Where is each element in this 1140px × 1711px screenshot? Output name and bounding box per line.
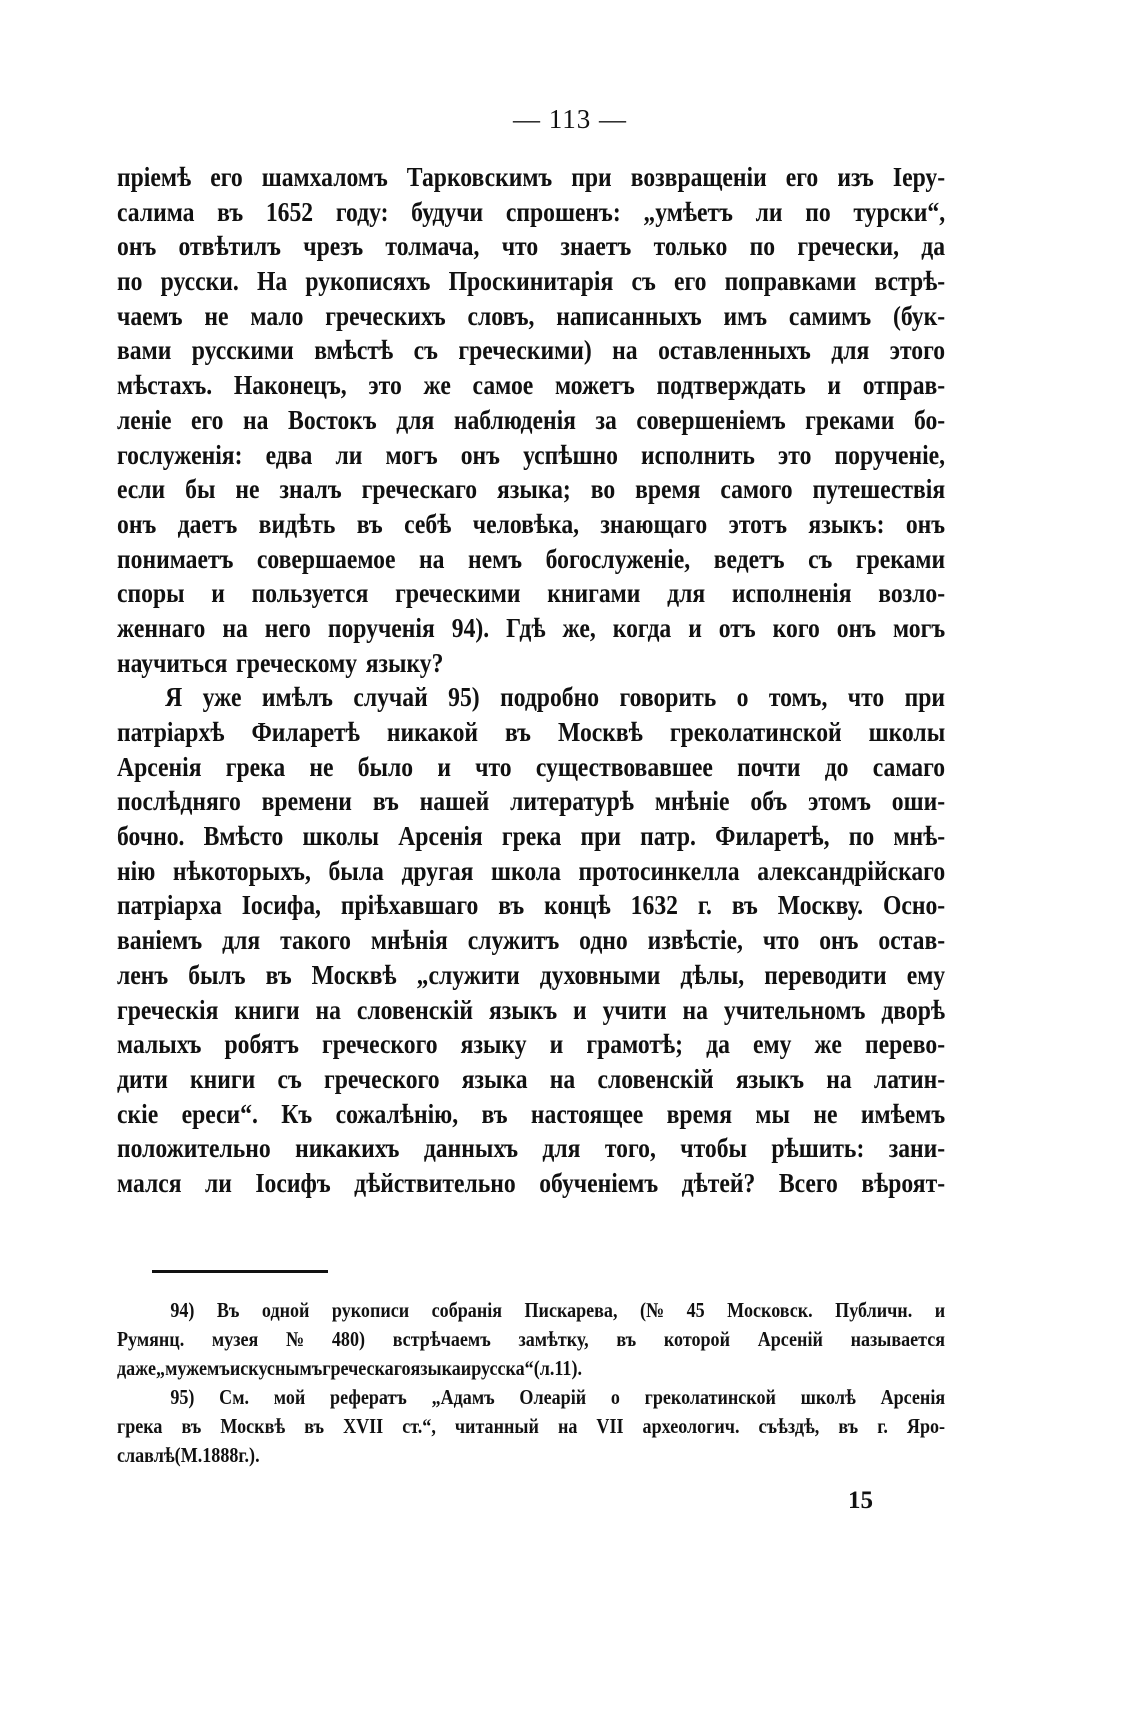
text-line: патріарха Іосифа, пріѣхавшаго въ концѣ 1632 г. въ Москву. Осно- — [117, 889, 946, 921]
text-line: понимаетъ совершаемое на немъ богослуженіе, ведетъ съ греками — [117, 542, 946, 574]
text-line: онъ отвѣтилъ чрезъ толмача, что знаетъ только по гречески, да — [117, 230, 946, 262]
text-line: нію нѣкоторыхъ, была другая школа протосинкелла александрійскаго — [117, 854, 946, 886]
text-line: вами русскими вмѣстѣ съ греческими) на оставленныхъ для этого — [117, 334, 946, 366]
text-line: леніе его на Востокъ для наблюденія за совершеніемъ греками бо- — [117, 403, 946, 435]
footnote-line: грека въ Москвѣ въ XVII ст.“, читанный на VII археологич. съѣздѣ, въ г. Яро- — [117, 1414, 946, 1438]
text-line: ленъ былъ въ Москвѣ „служити духовными дѣлы, переводити ему — [117, 958, 946, 990]
text-line: мѣстахъ. Наконецъ, это же самое можетъ подтверждать и отправ- — [117, 369, 946, 401]
text-line: бочно. Вмѣсто школы Арсенія грека при патр. Филаретѣ, по мнѣ- — [117, 820, 946, 852]
footnote-line: Румянц. музея № 480) встрѣчаемъ замѣтку, въ которой Арсеній называется — [117, 1327, 946, 1351]
footnote-line: 94) Въ одной рукописи собранія Пискарева, (№ 45 Московск. Публичн. и — [170, 1298, 946, 1322]
text-line: послѣдняго времени въ нашей литературѣ мнѣніе объ этомъ оши- — [117, 785, 946, 817]
text-line: Я уже имѣлъ случай 95) подробно говорить о томъ, что при — [165, 681, 946, 713]
footnote-line: 95) См. мой рефератъ „Адамъ Олеарій о греколатинской школѣ Арсенія — [170, 1385, 946, 1409]
footnote-divider — [152, 1270, 328, 1273]
text-line: греческія книги на словенскій языкъ и учити на учительномъ дворѣ — [117, 993, 946, 1025]
footnote-line: славлѣ (М. 1888 г.). — [117, 1443, 260, 1467]
footnotes — [117, 1296, 945, 1470]
text-line: споры и пользуется греческими книгами для исполненія возло- — [117, 577, 946, 609]
text-line: Арсенія грека не было и что существовавшее почти до самаго — [117, 750, 946, 782]
text-line: ваніемъ для такого мнѣнія служитъ одно извѣстіе, что онъ остав- — [117, 924, 946, 956]
text-line: женнаго на него порученія 94). Гдѣ же, когда и отъ кого онъ могъ — [117, 611, 946, 643]
text-line: дити книги съ греческого языка на словенскій языкъ на латин- — [117, 1062, 946, 1094]
text-line: если бы не зналъ греческаго языка; во время самого путешествія — [117, 473, 946, 505]
text-line: пріемѣ его шамхаломъ Тарковскимъ при возвращеніи его изъ Іеру- — [117, 161, 946, 192]
main-text — [117, 160, 945, 1201]
page-number: — 113 — — [513, 104, 627, 134]
text-line: салима въ 1652 году: будучи спрошенъ: „умѣетъ ли по турски“, — [117, 195, 946, 227]
signature-mark: 15 — [848, 1487, 873, 1514]
text-line: скіе ереси“. Къ сожалѣнію, въ настоящее время мы не имѣемъ — [117, 1097, 946, 1129]
footnote-line: даже „мужемъ искуснымъ греческаго языка и русска“ (л. 11). — [117, 1356, 582, 1380]
text-line: по русски. На рукописяхъ Проскинитарія съ его поправками встрѣ- — [117, 265, 946, 297]
text-line: малыхъ робятъ греческого языку и грамотѣ; да ему же перево- — [117, 1028, 946, 1060]
text-line: мался ли Іосифъ дѣйствительно обученіемъ дѣтей? Всего вѣроят- — [117, 1166, 946, 1198]
text-line: патріархѣ Филаретѣ никакой въ Москвѣ греколатинской школы — [117, 716, 946, 747]
text-line: гослуженія: едва ли могъ онъ успѣшно исполнить это порученіе, — [117, 438, 946, 470]
text-line: чаемъ не мало греческихъ словъ, написанныхъ имъ самимъ (бук- — [117, 299, 946, 331]
text-line: научиться греческому языку? — [117, 646, 444, 678]
text-line: положительно никакихъ данныхъ для того, чтобы рѣшить: зани- — [117, 1132, 946, 1164]
text-line: онъ даетъ видѣть въ себѣ человѣка, знающаго этотъ языкъ: онъ — [117, 507, 946, 539]
